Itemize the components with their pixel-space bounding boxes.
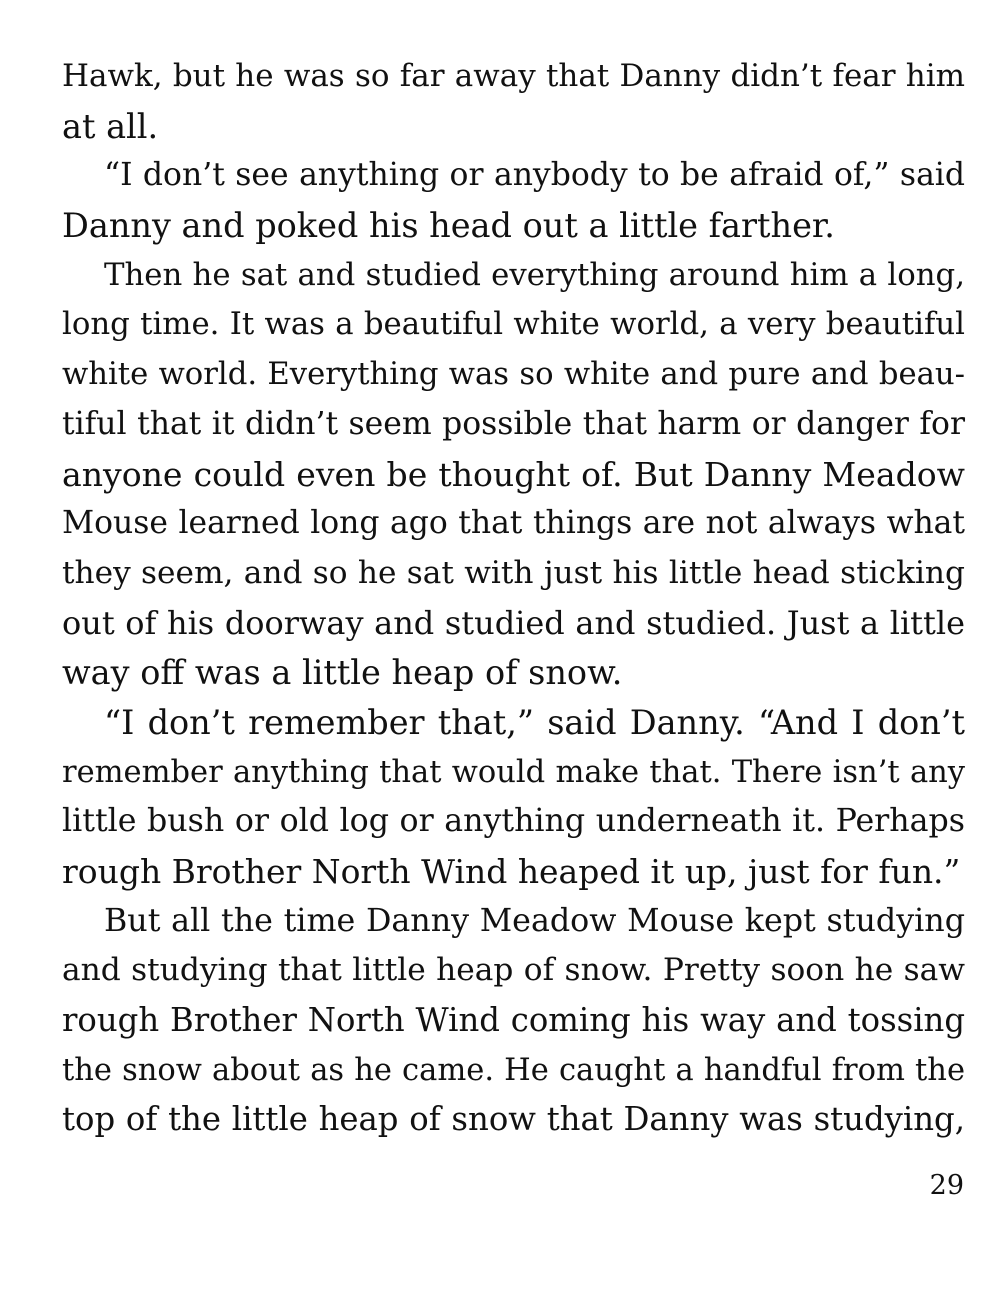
text-line: they seem, and so he sat with just his little head sticking xyxy=(62,554,965,591)
text-line: anyone could even be thought of. But Danny Meadow xyxy=(62,454,965,494)
text-line: white world. Everything was so white and pure and beau- xyxy=(62,357,965,393)
text-line: out of his doorway and studied and studied. Just a little xyxy=(62,603,965,642)
paragraph xyxy=(62,151,965,250)
text-line: long time. It was a beautiful white world, a very beautiful xyxy=(62,306,965,343)
text-line: top of the little heap of snow that Danny was studying, xyxy=(62,1100,965,1139)
text-line: Danny and poked his head out a little farther. xyxy=(62,206,835,246)
page-number: 29 xyxy=(929,1170,964,1201)
paragraph xyxy=(62,698,965,897)
text-line: rough Brother North Wind heaped it up, just for fun.” xyxy=(62,852,961,891)
text-line: and studying that little heap of snow. Pretty soon he saw xyxy=(62,952,965,989)
text-line: Mouse learned long ago that things are not always what xyxy=(62,505,965,542)
text-line: But all the time Danny Meadow Mouse kept studying xyxy=(104,902,965,939)
paragraph xyxy=(62,52,965,151)
paragraph xyxy=(62,251,965,698)
body-text xyxy=(62,52,965,1145)
text-line: the snow about as he came. He caught a handful from the xyxy=(62,1052,965,1088)
text-line: at all. xyxy=(62,106,159,146)
paragraph xyxy=(62,897,965,1145)
text-line: “I don’t see anything or anybody to be afraid of,” said xyxy=(104,157,965,194)
text-line: tiful that it didn’t seem possible that harm or danger for xyxy=(62,405,965,442)
text-line: “I don’t remember that,” said Danny. “And I don’t xyxy=(104,702,965,742)
text-line: Then he sat and studied everything around him a long, xyxy=(104,256,965,293)
text-line: way off was a little heap of snow. xyxy=(62,653,623,693)
text-line: Hawk, but he was so far away that Danny didn’t fear him xyxy=(62,58,965,94)
text-line: little bush or old log or anything underneath it. Perhaps xyxy=(62,803,965,840)
text-line: rough Brother North Wind coming his way and tossing xyxy=(62,1001,965,1040)
text-line: remember anything that would make that. There isn’t any xyxy=(62,754,965,790)
